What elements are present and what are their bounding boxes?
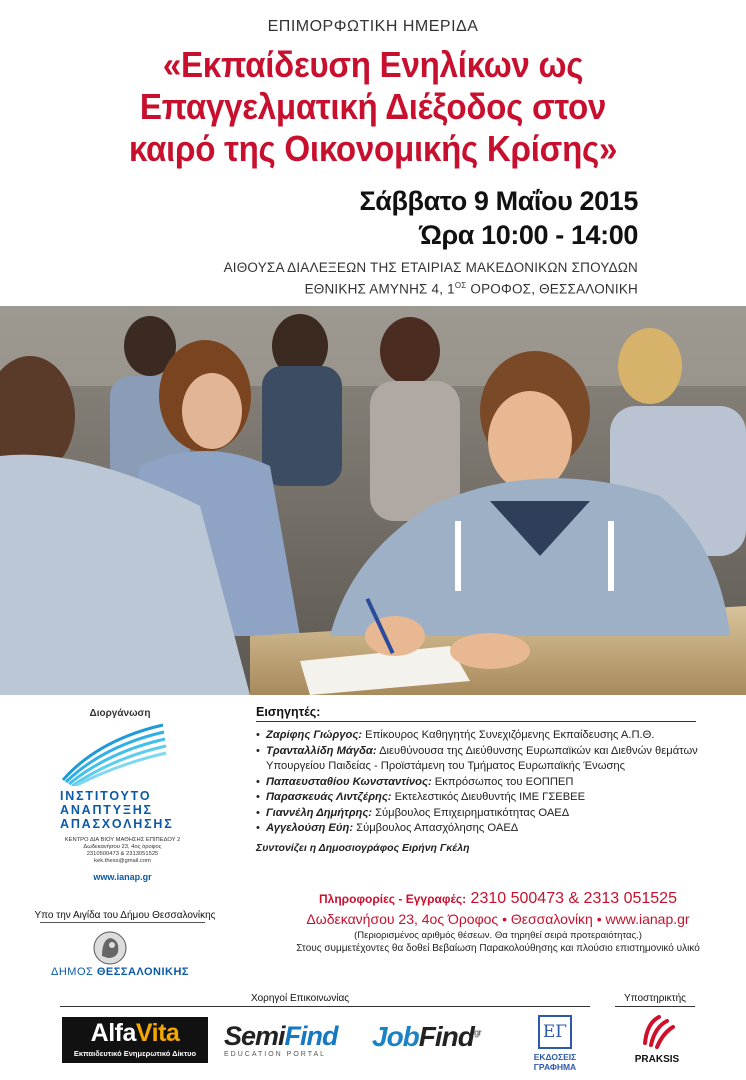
venue-name: ΑΙΘΟΥΣΑ ΔΙΑΛΕΞΕΩΝ ΤΗΣ ΕΤΑΙΡΙΑΣ ΜΑΚΕΔΟΝΙΚΩΝ ΣΠΟΥΔΩΝ <box>223 260 638 275</box>
jobfind-b: Find <box>418 1021 474 1052</box>
city-emblem-icon <box>92 930 128 966</box>
semifind-b: Find <box>284 1021 338 1051</box>
speaker-item <box>256 790 706 806</box>
semifind-name <box>224 1021 354 1051</box>
venue-address-b: ΟΡΟΦΟΣ, ΘΕΣΣΑΛΟΝΙΚΗ <box>466 281 638 297</box>
info-label: Πληροφορίες - Εγγραφές: <box>319 892 467 906</box>
alfavita-logo[interactable] <box>62 1017 208 1063</box>
speaker-name: Τρανταλλίδη Μάγδα: <box>266 744 377 757</box>
alfavita-a: Alfa <box>90 1019 136 1047</box>
institute-name <box>60 789 190 831</box>
event-time: Ώρα 10:00 - 14:00 <box>419 220 638 250</box>
institute-details <box>60 837 185 865</box>
speaker-item <box>256 744 706 775</box>
speaker-item <box>256 821 706 837</box>
venue-address-sup: ΟΣ <box>454 281 467 290</box>
event-type: ΕΠΙΜΟΡΦΩΤΙΚΗ ΗΜΕΡΙΔΑ <box>267 18 479 35</box>
praksis-swirl-icon <box>637 1013 677 1049</box>
speaker-role: Εκπρόσωπος του ΕΟΠΠΕΠ <box>431 775 574 788</box>
info-phones <box>250 890 746 908</box>
speaker-name: Γιαννέλη Δημήτρης: <box>266 806 372 819</box>
event-title <box>30 44 716 170</box>
info-address: Δωδεκανήσου 23, 4ος Όροφος • Θεσσαλονίκη • www.ianap.gr <box>306 911 690 927</box>
venue-address <box>305 281 638 297</box>
speaker-name: Παρασκευάς Λιντζέρης: <box>266 791 392 803</box>
sponsors-label: Χορηγοί Επικοινωνίας <box>250 993 350 1004</box>
patron-label: Υπο την Αιγίδα του Δήμου Θεσσαλονίκης <box>34 910 216 921</box>
institute-detail-2: Δωδεκανήσου 23, 4ος όροφος <box>83 844 162 850</box>
title-line-1: «Εκπαίδευση Ενηλίκων ως <box>162 44 584 85</box>
speaker-name: Παπαευσταθίου Κωνσταντίνος: <box>266 775 432 788</box>
supporter-label: Υποστηρικτής <box>624 993 686 1004</box>
speaker-role: Σύμβουλος Απασχόλησης ΟΑΕΔ <box>353 822 519 834</box>
speaker-role: Διευθύνουσα της Διεύθυνσης Ευρωπαϊκών και Διεθνών θεμάτων Υπουργείου Παιδείας - Προϊστάμενη του Τμήματος Ευρωπαϊκής Ένωσης <box>266 744 698 772</box>
info-phone-numbers[interactable]: 2310 500473 & 2313 051525 <box>466 890 677 907</box>
institute-logo-icon <box>58 720 168 786</box>
info-certificate: Στους συμμετέχοντες θα δοθεί Βεβαίωση Παρακολούθησης και πλούσιο επιστημονικό υλικό <box>296 943 700 954</box>
semifind-logo[interactable] <box>224 1021 354 1065</box>
speaker-item <box>256 728 706 744</box>
registration-info <box>250 890 746 954</box>
city-name <box>0 966 240 978</box>
organizer-label: Διοργάνωση <box>89 708 151 719</box>
institute-name-1: ΙΝΣΤΙΤΟΥΤΟ <box>60 789 152 803</box>
supporter-divider <box>615 1006 695 1007</box>
speaker-role: Σύμβουλος Επιχειρηματικότητας ΟΑΕΔ <box>372 806 570 819</box>
grafima-name: ΕΚΔΟΣΕΙΣ ΓΡΑΦΗΜΑ <box>533 1052 577 1072</box>
city-prefix: ΔΗΜΟΣ <box>50 966 97 978</box>
speakers-title: Εισηγητές: <box>256 705 696 722</box>
institute-name-3: ΑΠΑΣΧΟΛΗΣΗΣ <box>60 817 174 831</box>
jobfind-a: Job <box>372 1021 419 1052</box>
institute-detail-3: 2310500473 & 2313051525 <box>86 851 159 857</box>
organizer-column <box>0 700 250 1000</box>
semifind-a: Semi <box>224 1021 285 1051</box>
praksis-name: PRAKSIS <box>634 1054 680 1065</box>
sponsors-divider <box>60 1006 590 1007</box>
speaker-role: Εκτελεστικός Διευθυντής ΙΜΕ ΓΣΕΒΕΕ <box>391 791 586 803</box>
speaker-name: Αγγελούση Εύη: <box>266 822 354 834</box>
patron-divider <box>40 922 205 923</box>
speaker-role: Επίκουρος Καθηγητής Συνεχιζόμενης Εκπαίδευσης Α.Π.Θ. <box>362 729 655 741</box>
title-line-2: Επαγγελματική Διέξοδος στον <box>139 86 607 127</box>
semifind-subtitle: EDUCATION PORTAL <box>224 1051 327 1058</box>
venue-address-a: ΕΘΝΙΚΗΣ ΑΜΥΝΗΣ 4, 1 <box>304 281 455 297</box>
institute-website[interactable]: www.ianap.gr <box>93 872 152 882</box>
speaker-item <box>256 775 706 791</box>
classroom-illustration <box>0 306 746 695</box>
classroom-photo <box>0 306 746 695</box>
speakers-section <box>256 705 706 854</box>
city-name-bold: ΘΕΣΣΑΛΟΝΙΚΗΣ <box>96 966 189 978</box>
praksis-logo[interactable] <box>622 1013 692 1065</box>
jobfind-logo[interactable] <box>372 1021 498 1059</box>
grafima-logo[interactable] <box>520 1015 590 1072</box>
info-note: (Περιορισμένος αριθμός θέσεων. Θα τηρηθεί σειρά προτεραιότητας.) <box>354 930 642 941</box>
alfavita-b: Vita <box>135 1019 180 1047</box>
poster-header <box>0 0 746 305</box>
grafima-icon: ΕΓ <box>538 1015 572 1049</box>
speaker-item <box>256 806 706 822</box>
alfavita-name <box>62 1017 208 1049</box>
institute-detail-4: kek.thess@gmail.com <box>94 858 151 864</box>
jobfind-sup: gr <box>473 1027 481 1038</box>
coordinator-note: Συντονίζει η Δημοσιογράφος Ειρήνη Γκέλη <box>256 841 470 854</box>
event-date: Σάββατο 9 Μαΐου 2015 <box>359 186 638 216</box>
alfavita-subtitle: Εκπαιδευτικό Ενημερωτικό Δίκτυο <box>73 1049 197 1058</box>
institute-name-2: ΑΝΑΠΤΥΞΗΣ <box>60 803 153 817</box>
institute-detail-1: ΚΕΝΤΡΟ ΔΙΑ ΒΙΟΥ ΜΑΘΗΣΗΣ ΕΠΙΠΕΔΟΥ 2 <box>64 837 181 843</box>
speaker-name: Ζαρίφης Γιώργος: <box>266 729 362 741</box>
title-line-3: καιρό της Οικονομικής Κρίσης» <box>128 128 618 169</box>
